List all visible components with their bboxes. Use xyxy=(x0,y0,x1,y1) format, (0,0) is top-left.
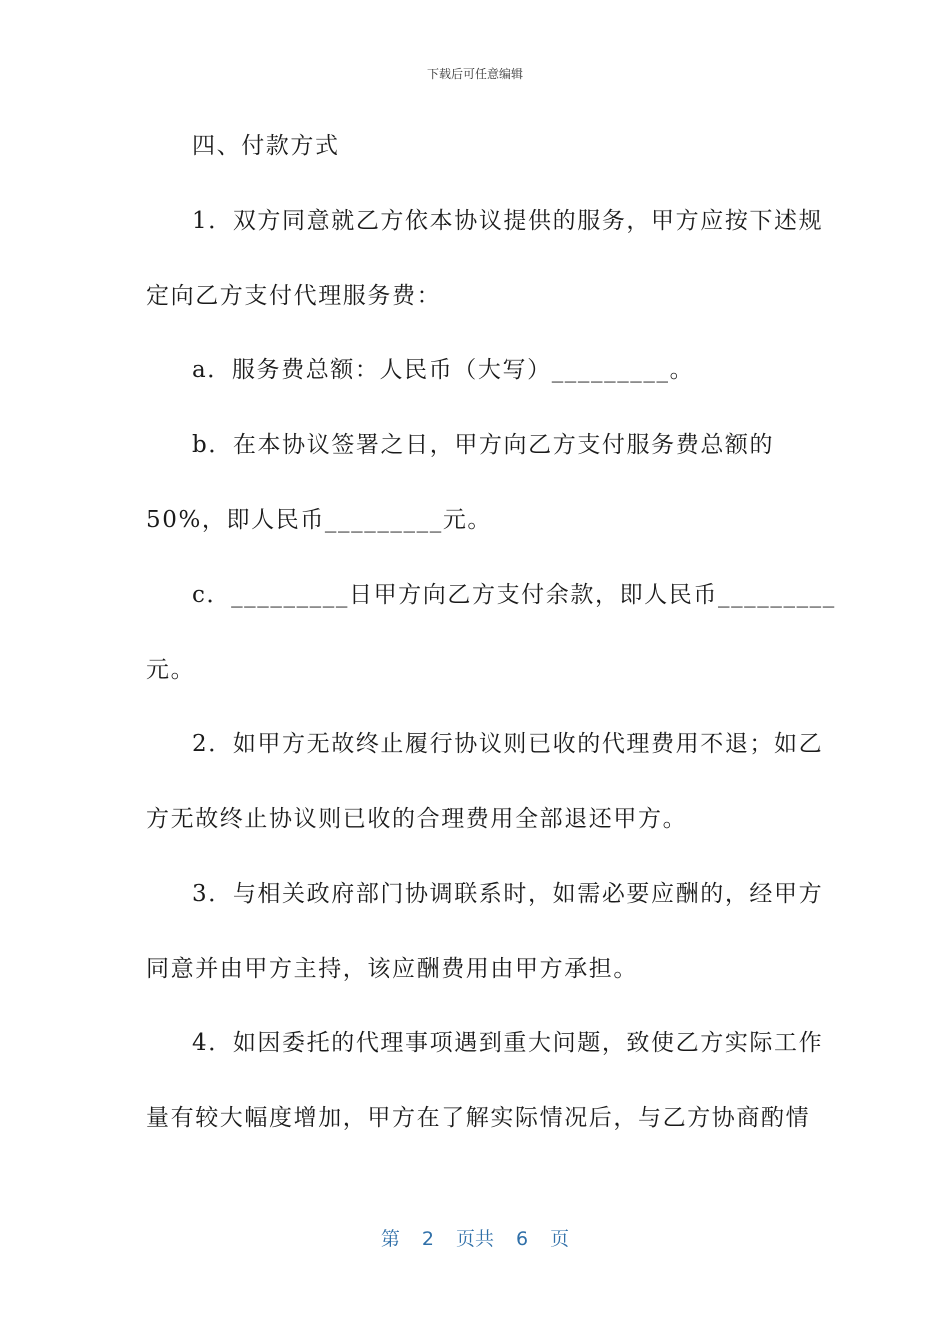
item-c-line-2: 元。 xyxy=(146,657,196,683)
page-footer xyxy=(0,1226,950,1252)
paragraph-3-line-2: 同意并由甲方主持，该应酬费用由甲方承担。 xyxy=(146,956,638,982)
page-mid: 页共 xyxy=(455,1228,494,1250)
page-prefix: 第 xyxy=(380,1228,400,1250)
paragraph-2-line-1: 2．如甲方无故终止履行协议则已收的代理费用不退；如乙 xyxy=(192,731,824,757)
paragraph-4-line-1: 4．如因委托的代理事项遇到重大问题，致使乙方实际工作 xyxy=(192,1030,824,1056)
item-a-line: a．服务费总额：人民币（大写）_________。 xyxy=(192,357,695,383)
item-c-line-1: c．_________日甲方向乙方支付余款，即人民币_________ xyxy=(192,582,836,608)
page-suffix: 页 xyxy=(550,1228,570,1250)
paragraph-3-line-1: 3．与相关政府部门协调联系时，如需必要应酬的，经甲方 xyxy=(192,881,824,907)
paragraph-2-line-2: 方无故终止协议则已收的合理费用全部退还甲方。 xyxy=(146,806,688,832)
current-page-number: 2 xyxy=(421,1228,434,1250)
paragraph-4-line-2: 量有较大幅度增加，甲方在了解实际情况后，与乙方协商酌情 xyxy=(146,1105,811,1131)
item-b-line-2: 50%，即人民币_________元。 xyxy=(146,507,493,533)
paragraph-1-line-2: 定向乙方支付代理服务费： xyxy=(146,283,442,309)
item-b-line-1: b．在本协议签署之日，甲方向乙方支付服务费总额的 xyxy=(192,432,775,458)
total-pages-number: 6 xyxy=(516,1228,529,1250)
header-note: 下载后可任意编辑 xyxy=(426,67,523,81)
section-heading-payment: 四、付款方式 xyxy=(192,133,340,159)
paragraph-1-line-1: 1．双方同意就乙方依本协议提供的服务，甲方应按下述规 xyxy=(192,208,824,234)
